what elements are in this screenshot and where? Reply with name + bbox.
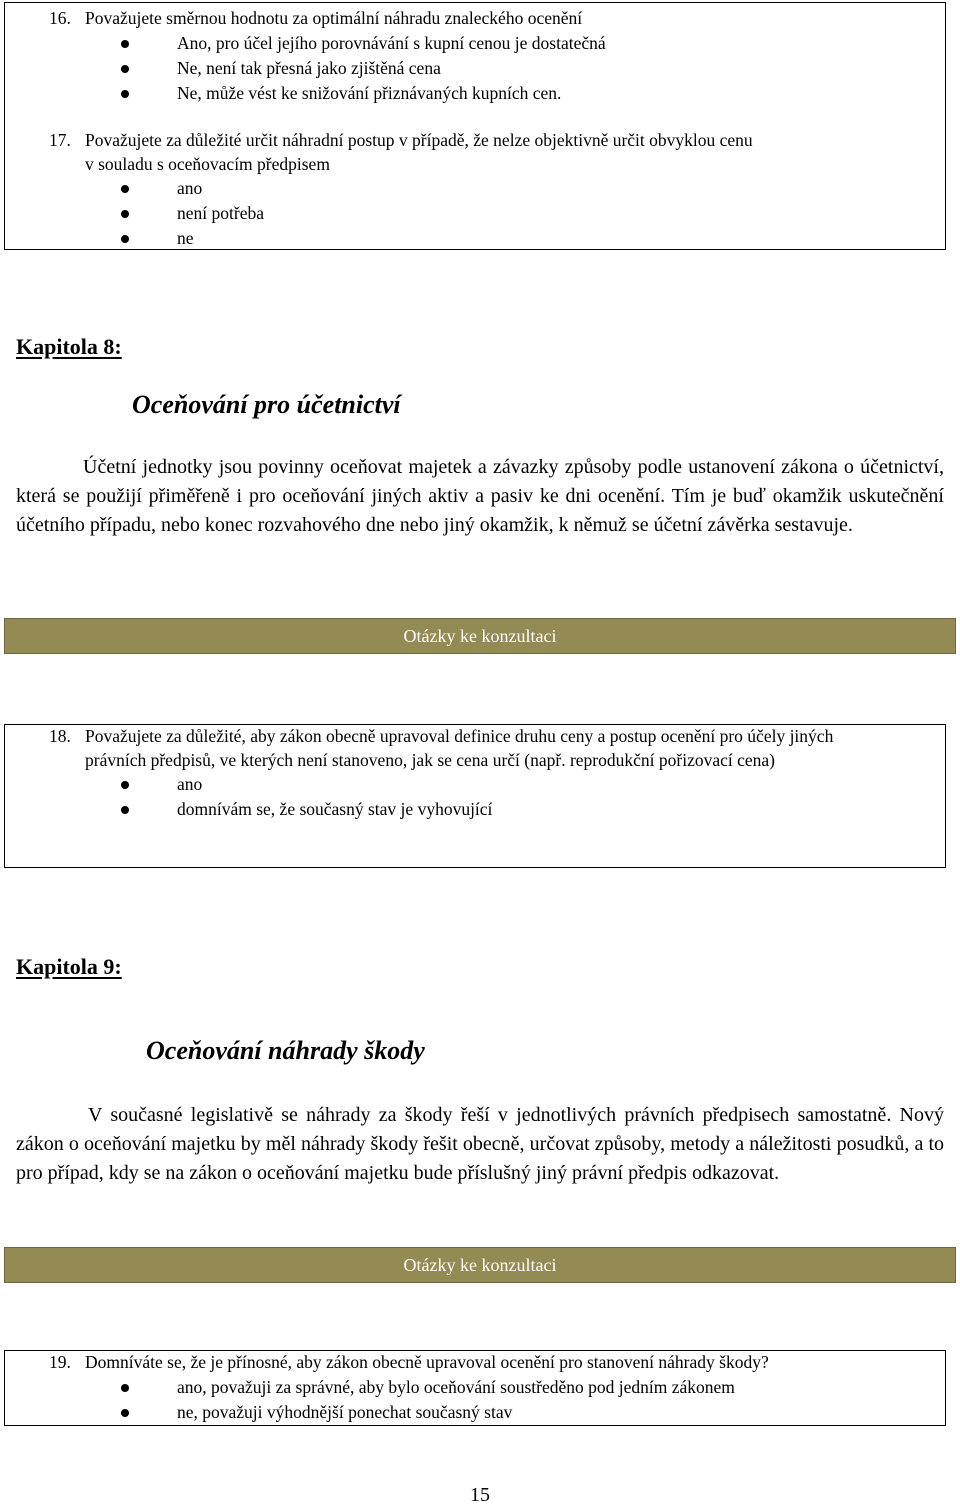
option-item: domnívám se, že současný stav je vyhovující — [121, 797, 937, 822]
option-list — [121, 31, 937, 106]
question-number: 16. — [49, 8, 71, 28]
question-16 — [49, 7, 937, 106]
question-box-19 — [4, 1350, 946, 1426]
chapter-9-paragraph: V současné legislativě se náhrady za škody řeší v jednotlivých právních předpisech samostatně. Nový zákon o oceňování majetku by měl náhrady škody řešit obecně, určovat způsoby, metody a náležitosti posudků, a to pro případ, kdy se na zákon o oceňování majetku bude příslušný jiný právní předpis odkazovat. — [16, 1104, 944, 1184]
question-number: 19. — [49, 1352, 71, 1372]
option-list — [121, 1375, 937, 1425]
bullet-icon — [121, 210, 129, 218]
question-number: 18. — [49, 726, 71, 746]
option-item: ano — [121, 176, 937, 201]
option-item: Ne, může vést ke snižování přiznávaných kupních cen. — [121, 81, 937, 106]
question-text-line-2: v souladu s oceňovacím předpisem — [85, 153, 330, 174]
question-box-18 — [4, 724, 946, 868]
bullet-icon — [121, 40, 129, 48]
chapter-9-title: Oceňování náhrady škody — [146, 1036, 425, 1065]
chapter-8-paragraph: Účetní jednotky jsou povinny oceňovat majetek a závazky způsoby podle ustanovení zákona o účetnictví, která se použijí přiměřeně i pro oceňování jiných aktiv a pasiv ke dni ocenění. Tím je buď okamžik uskutečnění účetního případu, nebo konec rozvahového dne nebo jiný okamžik, k němuž se účetní závěrka sestavuje. — [16, 456, 944, 536]
bullet-icon — [121, 781, 129, 789]
bullet-icon — [121, 806, 129, 814]
chapter-8-title: Oceňování pro účetnictví — [132, 390, 401, 419]
consultation-questions-band: Otázky ke konzultaci — [4, 618, 956, 654]
question-19 — [49, 1351, 937, 1425]
option-list — [121, 772, 937, 822]
bullet-icon — [121, 1409, 129, 1417]
chapter-9-label: Kapitola 9: — [16, 954, 122, 979]
option-item: ano — [121, 772, 937, 797]
question-text: Domníváte se, že je přínosné, aby zákon obecně upravoval ocenění pro stanovení náhrady škody? — [85, 1352, 769, 1372]
page-number: 15 — [470, 1484, 490, 1506]
question-text-line-1: Považujete za důležité určit náhradní postup v případě, že nelze objektivně určit obvyklou cenu — [85, 130, 753, 150]
option-item: ne, považuji výhodnější ponechat současný stav — [121, 1400, 937, 1425]
bullet-icon — [121, 235, 129, 243]
consultation-questions-band: Otázky ke konzultaci — [4, 1247, 956, 1283]
option-list — [121, 176, 937, 251]
bullet-icon — [121, 90, 129, 98]
question-box-16-17 — [4, 2, 946, 250]
chapter-8-label: Kapitola 8: — [16, 334, 122, 359]
option-item: není potřeba — [121, 201, 937, 226]
question-text: Považujete za důležité, aby zákon obecně upravoval definice druhu ceny a postup ocenění pro účely jiných právních předpisů, ve kterých není stanoveno, jak se cena určí (např. reprodukční pořizovací cena) — [85, 726, 834, 770]
option-item: Ano, pro účel jejího porovnávání s kupní cenou je dostatečná — [121, 31, 937, 56]
bullet-icon — [121, 1384, 129, 1392]
option-item: ne — [121, 226, 937, 251]
bullet-icon — [121, 65, 129, 73]
question-17 — [49, 129, 937, 251]
question-number: 17. — [49, 130, 71, 150]
question-text: Považujete směrnou hodnotu za optimální náhradu znaleckého ocenění — [85, 8, 583, 28]
option-item: ano, považuji za správné, aby bylo oceňování soustředěno pod jedním zákonem — [121, 1375, 937, 1400]
option-item: Ne, není tak přesná jako zjištěná cena — [121, 56, 937, 81]
bullet-icon — [121, 185, 129, 193]
question-18 — [49, 725, 937, 822]
